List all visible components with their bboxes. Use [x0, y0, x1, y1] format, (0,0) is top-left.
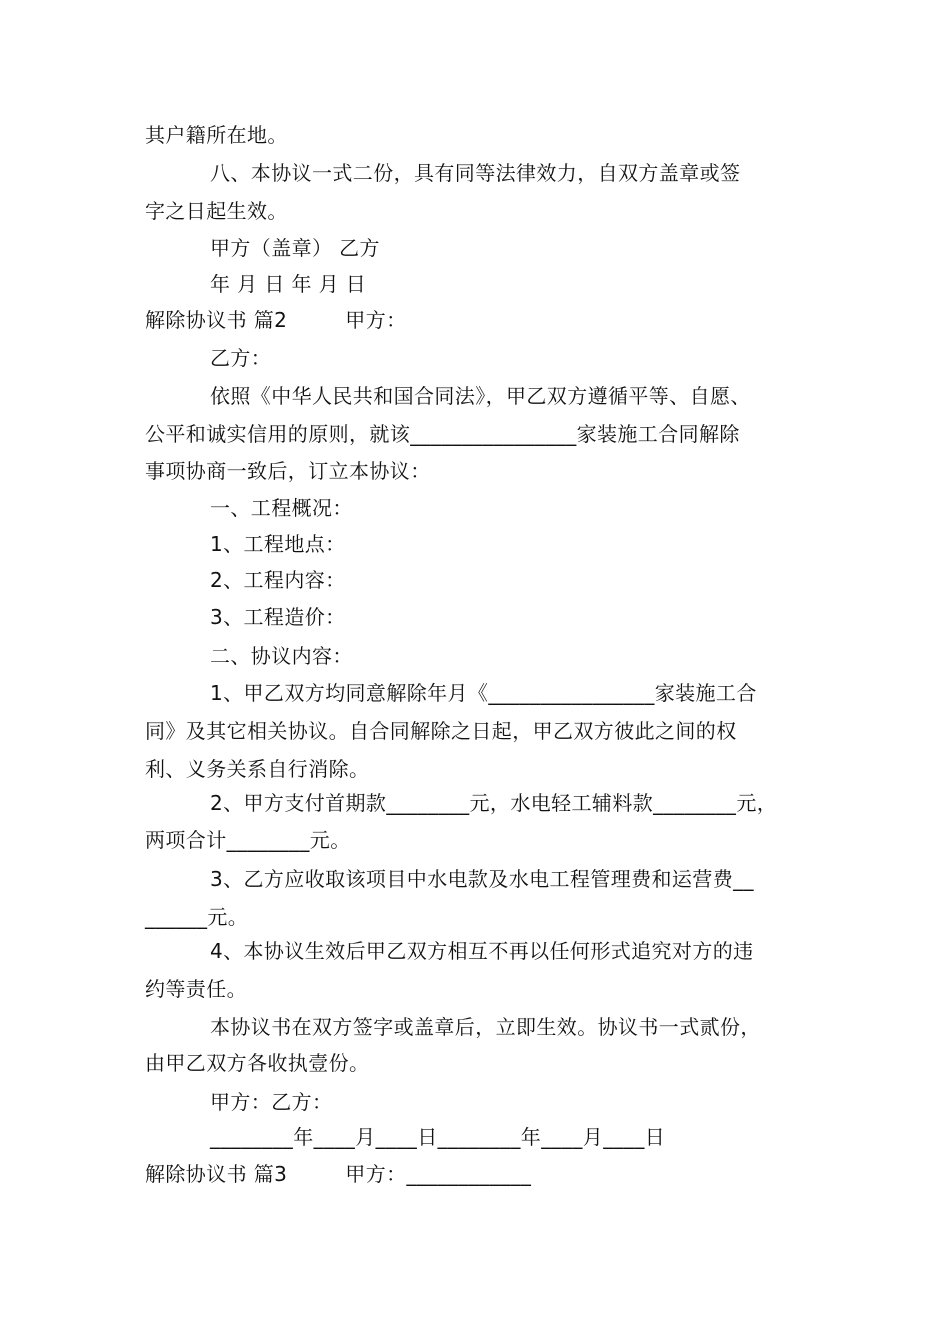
text-line: 3、乙方应收取该项目中水电款及水电工程管理费和运营费__: [210, 867, 754, 891]
text-line: 2、甲方支付首期款________元，水电轻工辅料款________元，: [210, 791, 778, 815]
section-title: 解除协议书 篇2: [145, 308, 288, 332]
text-line: 公平和诚实信用的原则，就该________________家装施工合同解除: [145, 422, 740, 446]
section-heading: [145, 306, 825, 334]
date-line: 年 月 日 年 月 日: [210, 272, 367, 296]
text-line: 一、工程概况：: [210, 496, 353, 520]
text-line: 二、协议内容：: [210, 644, 353, 668]
text-line: 约等责任。: [145, 977, 247, 1001]
text-line: 2、工程内容：: [210, 568, 346, 592]
signature-line: 甲方（盖章） 乙方: [210, 236, 380, 260]
text-line: 字之日起生效。: [145, 199, 288, 223]
party-a-label: 甲方：____________: [345, 1162, 532, 1186]
text-line: 其户籍所在地。: [145, 123, 288, 147]
text-line: 本协议书在双方签字或盖章后，立即生效。协议书一式贰份，: [210, 1015, 761, 1039]
text-line: 八、本协议一式二份，具有同等法律效力，自双方盖章或签: [210, 161, 741, 185]
text-line: 由甲乙双方各收执壹份。: [145, 1051, 370, 1075]
text-line: 3、工程造价：: [210, 605, 346, 629]
text-line: 4、本协议生效后甲乙双方相互不再以任何形式追究对方的违: [210, 939, 754, 963]
party-b-label: 乙方：: [210, 346, 272, 370]
section-heading: [145, 1160, 825, 1188]
text-line: 依照《中华人民共和国合同法》，甲乙双方遵循平等、自愿、: [210, 384, 751, 408]
text-line: 1、甲乙双方均同意解除年月《________________家装施工合: [210, 681, 757, 705]
text-line: 事项协商一致后，订立本协议：: [145, 459, 431, 483]
text-line: 利、义务关系自行消除。: [145, 757, 370, 781]
text-line: 同》及其它相关协议。自合同解除之日起，甲乙双方彼此之间的权: [145, 719, 737, 743]
text-line: 两项合计________元。: [145, 828, 351, 852]
party-a-label: 甲方：: [345, 308, 407, 332]
section-title: 解除协议书 篇3: [145, 1162, 288, 1186]
text-line: 1、工程地点：: [210, 532, 346, 556]
text-line: ______元。: [145, 905, 249, 929]
date-line: ________年____月____日________年____月____日: [210, 1125, 666, 1149]
signature-line: 甲方：乙方：: [210, 1090, 333, 1114]
